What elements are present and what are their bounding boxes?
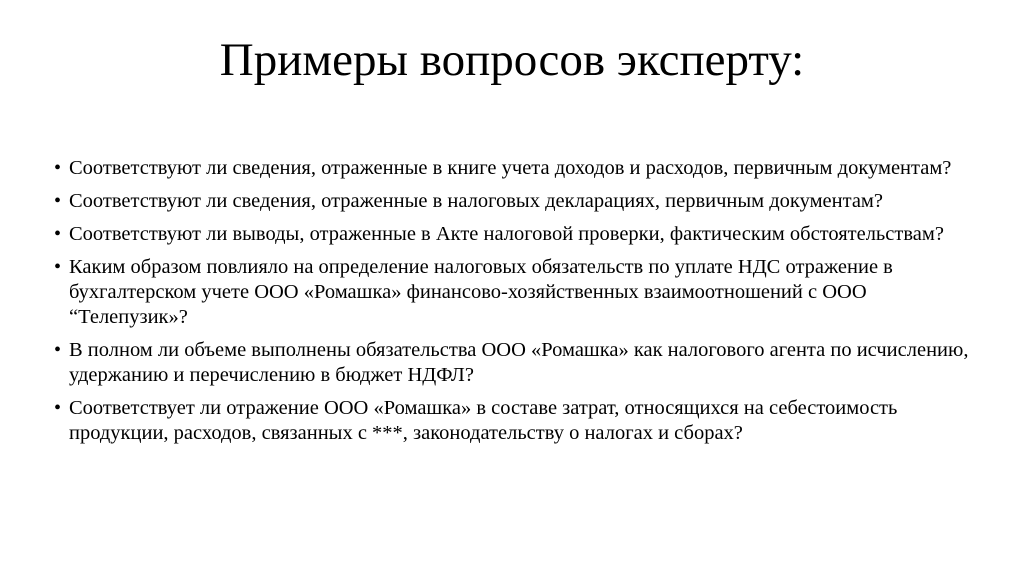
list-item-text: Соответствует ли отражение ООО «Ромашка» в составе затрат, относящихся на себестоимость продукции, расходов, связанных с ***, законодательству о налогах и сборах? (69, 397, 898, 444)
list-item (52, 338, 972, 388)
list-item (52, 189, 972, 214)
bullet-icon: • (54, 397, 62, 419)
list-item-text: Соответствуют ли сведения, отраженные в налоговых декларациях, первичным документам? (69, 190, 883, 212)
list-item-text: Соответствуют ли сведения, отраженные в книге учета доходов и расходов, первичным документам? (69, 157, 952, 179)
list-item (52, 396, 972, 446)
list-item-text: Каким образом повлияло на определение налоговых обязательств по уплате НДС отражение в бухгалтерском учете ООО «Ромашка» финансово-хозяйственных взаимоотношений с ООО “Телепузик»? (69, 256, 893, 328)
list-item-text: Соответствуют ли выводы, отраженные в Акте налоговой проверки, фактическим обстоятельствам? (69, 223, 944, 245)
list-item (52, 255, 972, 330)
bullet-icon: • (54, 190, 62, 212)
bullet-icon: • (54, 157, 62, 179)
list-item (52, 156, 972, 181)
bullet-icon: • (54, 339, 62, 361)
slide-title: Примеры вопросов эксперту: (219, 34, 805, 86)
list-item (52, 222, 972, 247)
list-item-text: В полном ли объеме выполнены обязательства ООО «Ромашка» как налогового агента по исчислению, удержанию и перечислению в бюджет НДФЛ? (69, 339, 969, 386)
bullet-icon: • (54, 256, 62, 278)
bullet-icon: • (54, 223, 62, 245)
question-list (52, 156, 972, 454)
